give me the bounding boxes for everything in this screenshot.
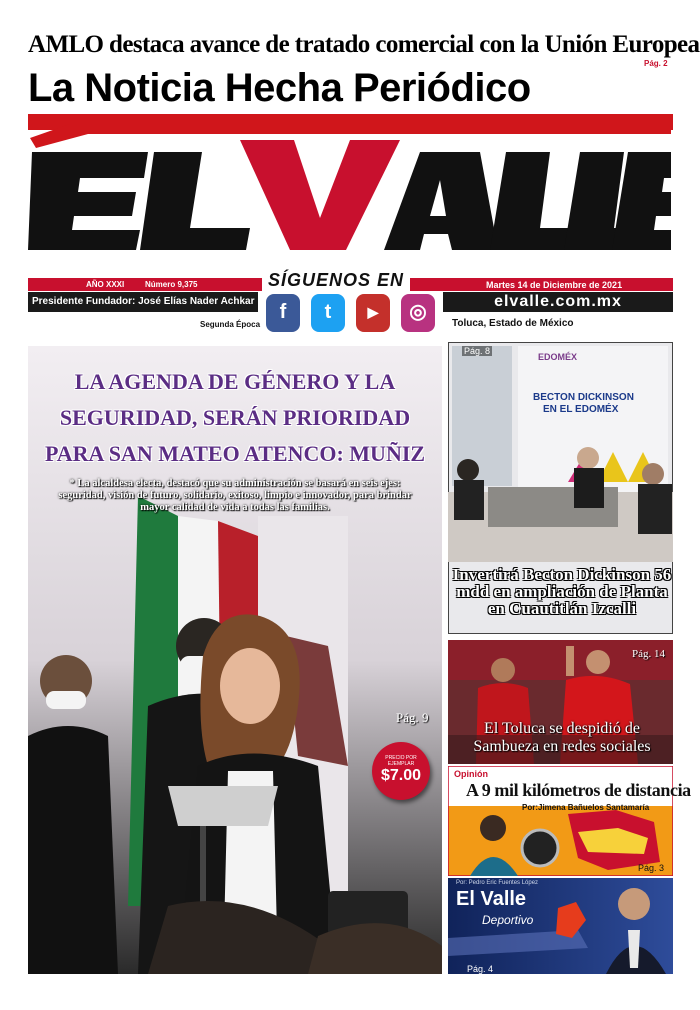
- deportivo-page: Pág. 4: [467, 964, 494, 974]
- twitter-icon[interactable]: t: [311, 294, 345, 332]
- youtube-icon[interactable]: ▶: [356, 294, 390, 332]
- price-value: $7.00: [380, 767, 422, 784]
- website-link[interactable]: elvalle.com.mx: [443, 292, 673, 312]
- main-summary: * La alcaldesa electa, destacó que su administración se basará en seis ejes: seguridad, visión de futuro, solidario, exitoso, limpio e innovador, para brindar mayor calidad de vida a todas las familias.: [58, 478, 412, 513]
- opinion-page: Pág. 3: [638, 863, 665, 873]
- becton-page: Pág. 8: [464, 346, 491, 356]
- newspaper-logo[interactable]: [28, 120, 673, 252]
- instagram-icon[interactable]: ◎: [401, 294, 435, 332]
- epoch-label: Segunda Época: [200, 320, 261, 329]
- opinion-headline[interactable]: A 9 mil kilómetros de distancia: [466, 780, 691, 800]
- toluca-page: Pág. 14: [632, 648, 665, 660]
- founder-line: Presidente Fundador: José Elías Nader Achkar: [28, 292, 258, 312]
- facebook-icon[interactable]: f: [266, 294, 300, 332]
- price-label: PRECIO POR EJEMPLAR: [385, 755, 417, 767]
- deportivo-byline: Por: Pedro Eric Fuentes López: [456, 880, 539, 886]
- toluca-headline[interactable]: El Toluca se despidió de Sambueza en redes sociales: [473, 720, 651, 755]
- top-headline-page: Pág. 2: [644, 59, 668, 68]
- main-story-page: Pág. 9: [396, 710, 429, 725]
- year-label: AÑO XXXI: [86, 280, 125, 289]
- main-headline[interactable]: LA AGENDA DE GÉNERO Y LA SEGURIDAD, SERÁN PRIORIDAD PARA SAN MATEO ATENCO: MUÑIZ: [44, 369, 426, 466]
- price-badge: [372, 742, 430, 800]
- deportivo-title[interactable]: El Valle: [456, 888, 527, 910]
- top-headline[interactable]: AMLO destaca avance de tratado comercial con la Unión Europea: [28, 31, 700, 58]
- svg-text:EDOMÉX: EDOMÉX: [538, 352, 578, 362]
- svg-text:EN EL EDOMÉX: EN EL EDOMÉX: [543, 404, 619, 415]
- follow-us-label: SÍGUENOS EN: [262, 270, 410, 291]
- location-label: Toluca, Estado de México: [452, 318, 574, 329]
- deportivo-subtitle: Deportivo: [482, 913, 534, 927]
- becton-headline[interactable]: Invertirá Becton Dickinson 56 mdd en ampliación de Planta en Cuautitlán Izcalli: [452, 565, 672, 618]
- issue-number: Número 9,375: [145, 280, 198, 289]
- svg-text:BECTON DICKINSON: BECTON DICKINSON: [533, 392, 634, 403]
- issue-date: Martes 14 de Diciembre de 2021: [486, 280, 623, 290]
- opinion-author: Por:Jimena Bañuelos Santamaría: [522, 803, 650, 812]
- opinion-label: Opinión: [454, 769, 488, 779]
- slogan: La Noticia Hecha Periódico: [28, 66, 531, 110]
